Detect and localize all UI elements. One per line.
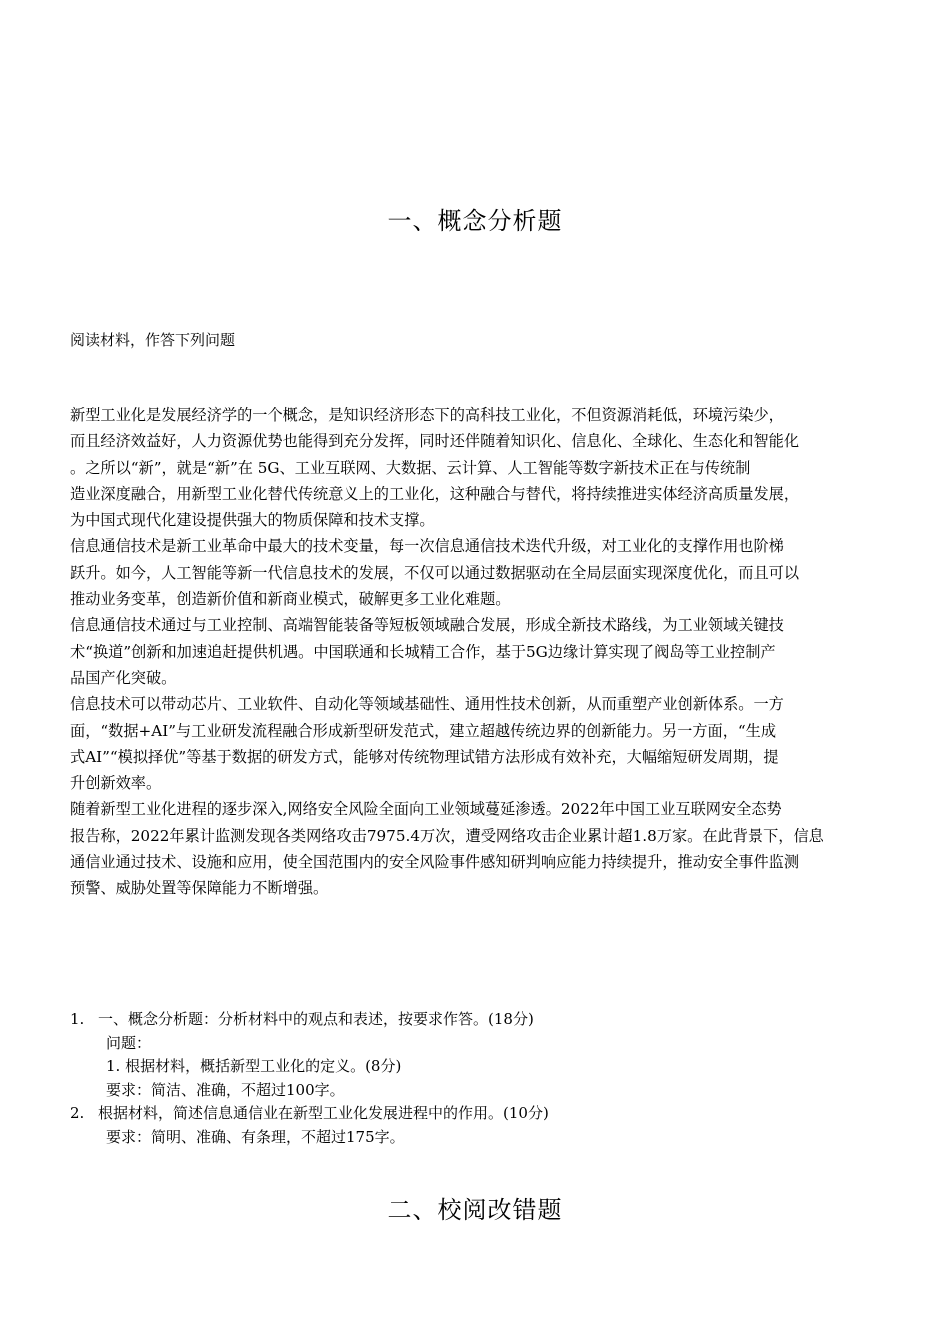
material-line: 信息通信技术是新工业革命中最大的技术变量，每一次信息通信技术迭代升级，对工业化的支撑作用也阶梯: [70, 537, 784, 556]
material-line: 预警、威胁处置等保障能力不断增强。: [70, 879, 329, 898]
material-line: 跃升。如今，人工智能等新一代信息技术的发展，不仅可以通过数据驱动在全局层面实现深度优化，而且可以: [70, 563, 799, 582]
section-title-concept-analysis: 一、概念分析题: [387, 207, 563, 235]
material-line: 面，“数据+AI”与工业研发流程融合形成新型研发范式，建立超越传统边界的创新能力。另一方面，“生成: [70, 721, 777, 740]
material-line: 造业深度融合，用新型工业化替代传统意义上的工业化，这种融合与替代，将持续推进实体经济高质量发展，: [70, 484, 799, 503]
question-list: [70, 1008, 882, 1150]
material-line: 而且经济效益好，人力资源优势也能得到充分发挥，同时还伴随着知识化、信息化、全球化、生态化和智能化: [70, 432, 799, 451]
question-2-text: 根据材料，简述信息通信业在新型工业化发展进程中的作用。(10分): [98, 1104, 549, 1123]
reading-instruction: 阅读材料，作答下列问题: [70, 331, 236, 349]
material-line: 信息通信技术通过与工业控制、高端智能装备等短板领域融合发展，形成全新技术路线，为工业领域关键技: [70, 616, 784, 635]
material-line: 式AI”“模拟择优”等基于数据的研发方式，能够对传统物理试错方法形成有效补充，大幅缩短研发周期，提: [70, 747, 779, 766]
material-line: 术“换道”创新和加速追赶提供机遇。中国联通和长城精工合作，基于5G边缘计算实现了阀岛等工业控制产: [70, 642, 776, 661]
material-line: 。之所以“新”，就是“新”在 5G、工业互联网、大数据、云计算、人工智能等数字新技术正在与传统制: [70, 458, 751, 477]
question-1: [70, 1008, 882, 1032]
reading-material: [70, 402, 882, 902]
section-title-proofreading: 二、校阅改错题: [387, 1196, 563, 1224]
question-2-requirement: 要求：简明、准确、有条理，不超过175字。: [106, 1127, 405, 1146]
question-1-subquestion: 1. 根据材料，概括新型工业化的定义。(8分): [106, 1057, 402, 1076]
material-line: 信息技术可以带动芯片、工业软件、自动化等领域基础性、通用性技术创新，从而重塑产业创新体系。一方: [70, 695, 784, 714]
question-1-text: 一、概念分析题：分析材料中的观点和表述，按要求作答。(18分): [98, 1010, 534, 1028]
material-line: 推动业务变革，创造新价值和新商业模式，破解更多工业化难题。: [70, 590, 511, 609]
question-2-number: 2.: [70, 1104, 85, 1123]
question-1-requirement: 要求：简洁、准确，不超过100字。: [106, 1080, 345, 1099]
material-line: 通信业通过技术、设施和应用，使全国范围内的安全风险事件感知研判响应能力持续提升，推动安全事件监测: [70, 853, 799, 872]
material-line: 随着新型工业化进程的逐步深入,网络安全风险全面向工业领域蔓延渗透。2022年中国工业互联网安全态势: [70, 800, 782, 819]
question-2: [70, 1102, 882, 1126]
material-line: 为中国式现代化建设提供强大的物质保障和技术支撑。: [70, 511, 435, 530]
material-line: 品国产化突破。: [70, 668, 177, 687]
material-line: 升创新效率。: [70, 774, 162, 793]
material-line: 新型工业化是发展经济学的一个概念，是知识经济形态下的高科技工业化，不但资源消耗低，环境污染少，: [70, 406, 784, 424]
material-line: 报告称，2022年累计监测发现各类网络攻击7975.4万次，遭受网络攻击企业累计超1.8万家。在此背景下，信息: [70, 826, 824, 845]
question-1-number: 1.: [70, 1010, 85, 1028]
question-1-label: 问题：: [106, 1033, 152, 1052]
